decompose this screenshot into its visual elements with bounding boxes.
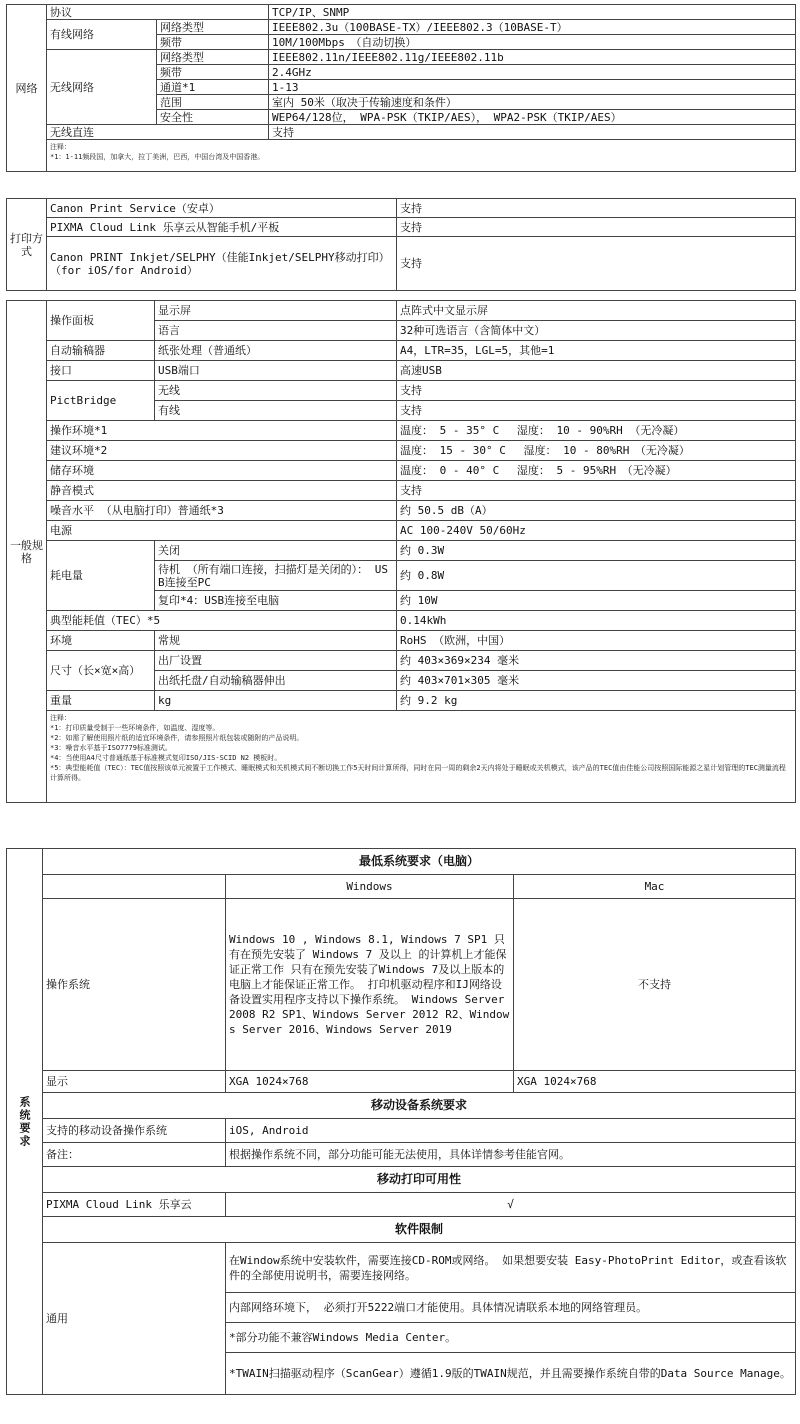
wired-type-value: IEEE802.3u（100BASE-TX）/IEEE802.3（10BASE-T） (269, 20, 796, 35)
wireless-type-value: IEEE802.11n/IEEE802.11g/IEEE802.11b (269, 50, 796, 65)
power-label: 电源 (47, 521, 397, 541)
min-requirements-title: 最低系统要求（电脑） (43, 849, 796, 875)
general-section-label: 一般规格 (7, 301, 47, 803)
os-label: 操作系统 (43, 899, 226, 1071)
pictbridge-wireless-label: 无线 (155, 381, 397, 401)
tec-label: 典型能耗值（TEC）*5 (47, 611, 397, 631)
cloud-link-value: √ (226, 1193, 796, 1217)
wireless-channel-label: 通道*1 (157, 80, 269, 95)
mobile-requirements-title: 移动设备系统要求 (43, 1093, 796, 1119)
col-windows-header: Windows (226, 875, 514, 899)
protocol-label: 协议 (47, 5, 269, 20)
software-item-3: *部分功能不兼容Windows Media Center。 (226, 1323, 796, 1353)
env-store-value: 温度： 0 - 40° C 湿度： 5 - 95%RH （无冷凝） (397, 461, 796, 481)
power-value: AC 100-240V 50/60Hz (397, 521, 796, 541)
wireless-security-value: WEP64/128位， WPA-PSK（TKIP/AES）， WPA2-PSK（TKIP/AES） (269, 110, 796, 125)
panel-lang-label: 语言 (155, 321, 397, 341)
general-note-5: *5：典型能耗值（TEC）：TEC值按照该单元被置于工作模式、睡眠模式和关机模式间不断切换工作5天时间计算所得，同时在同一周的剩余2天内将处于睡眠或关机模式，该产品的TEC值由佳能公司按照国际能源之星计划管理的TEC测量流程计算所得。 (50, 764, 786, 782)
system-section-label: 系统要求 (7, 849, 43, 1395)
wireless-type-label: 网络类型 (157, 50, 269, 65)
noise-value: 约 50.5 dB（A） (397, 501, 796, 521)
protocol-value: TCP/IP、SNMP (269, 5, 796, 20)
print-table (6, 198, 796, 291)
consumption-off-value: 约 0.3W (397, 541, 796, 561)
software-limits-title: 软件限制 (43, 1217, 796, 1243)
environment-sub: 常规 (155, 631, 397, 651)
pictbridge-wireless-value: 支持 (397, 381, 796, 401)
general-table (6, 300, 796, 803)
print-row-3-label: Canon PRINT Inkjet/SELPHY（佳能Inkjet/SELPHY移动打印）（for iOS/for Android） (47, 237, 397, 291)
network-note-1: *1：1-11频段国，加拿大，拉丁美洲，巴西，中国台湾及中国香港。 (50, 153, 265, 161)
general-note-2: *2：如需了解使用照片纸的适宜环境条件，请参照照片纸包装或随附的产品说明。 (50, 734, 304, 742)
os-header-blank (43, 875, 226, 899)
weight-value: 约 9.2 kg (397, 691, 796, 711)
print-row-3-value: 支持 (397, 237, 796, 291)
size-label: 尺寸（长×宽×高） (47, 651, 155, 691)
adf-label: 自动输稿器 (47, 341, 155, 361)
general-note-1: *1：打印质量受制于一些环境条件，如温度、湿度等。 (50, 724, 220, 732)
env-store-label: 储存环境 (47, 461, 397, 481)
wireless-band-value: 2.4GHz (269, 65, 796, 80)
weight-sub: kg (155, 691, 397, 711)
os-windows-value: Windows 10 , Windows 8.1, Windows 7 SP1 只有在预先安装了 Windows 7 及以上 的计算机上才能保证正常工作 只有在预先安装了Windows 7及以上版本的电脑上才能保证正常工作。 打印机驱动程序和IJ网络设备设置实用程序支持以下操作系统。 Windows Server 2008 R2 SP1、Windows Server 2012 R2、Windows Server 2016、Windows Server 2019 (226, 899, 514, 1071)
print-section-label: 打印方式 (7, 199, 47, 291)
panel-lang-value: 32种可选语言（含简体中文） (397, 321, 796, 341)
mobile-os-value: iOS, Android (226, 1119, 796, 1143)
consumption-standby-label: 待机 （所有端口连接，扫描灯是关闭的）： USB连接至PC (155, 561, 397, 591)
wired-band-value: 10M/100Mbps （自动切换） (269, 35, 796, 50)
panel-display-label: 显示屏 (155, 301, 397, 321)
cloud-link-label: PIXMA Cloud Link 乐享云 (43, 1193, 226, 1217)
size-extended-value: 约 403×701×305 毫米 (397, 671, 796, 691)
network-table (6, 4, 796, 172)
environment-value: RoHS （欧洲，中国） (397, 631, 796, 651)
adf-sub: 纸张处理（普通纸） (155, 341, 397, 361)
software-item-4: *TWAIN扫描驱动程序（ScanGear）遵循1.9版的TWAIN规范，并且需要操作系统自带的Data Source Manage。 (226, 1353, 796, 1395)
mobile-os-label: 支持的移动设备操作系统 (43, 1119, 226, 1143)
consumption-label: 耗电量 (47, 541, 155, 611)
tec-value: 0.14kWh (397, 611, 796, 631)
mobile-print-title: 移动打印可用性 (43, 1167, 796, 1193)
wireless-band-label: 频带 (157, 65, 269, 80)
wireless-security-label: 安全性 (157, 110, 269, 125)
size-factory-label: 出厂设置 (155, 651, 397, 671)
network-section-label: 网络 (7, 5, 47, 172)
software-item-1: 在Window系统中安装软件，需要连接CD-ROM或网络。 如果想要安装 Easy-PhotoPrint Editor，或查看该软件的全部使用说明书，需要连接网络。 (226, 1243, 796, 1293)
adf-value: A4，LTR=35，LGL=5，其他=1 (397, 341, 796, 361)
wired-type-label: 网络类型 (157, 20, 269, 35)
quiet-label: 静音模式 (47, 481, 397, 501)
general-note-4: *4：当使用A4尺寸普通纸基于标准模式复印ISO/JIS-SCID N2 模板时。 (50, 754, 282, 762)
general-notes (47, 711, 796, 803)
general-notes-title: 注释： (50, 714, 71, 722)
remark-value: 根据操作系统不同，部分功能可能无法使用，具体详情参考佳能官网。 (226, 1143, 796, 1167)
print-row-1-value: 支持 (397, 199, 796, 218)
wired-band-label: 频带 (157, 35, 269, 50)
wireless-label: 无线网络 (47, 50, 157, 125)
pictbridge-wired-value: 支持 (397, 401, 796, 421)
general-note-3: *3：噪音水平基于ISO7779标准测试。 (50, 744, 172, 752)
direct-value: 支持 (269, 125, 796, 140)
iface-label: 接口 (47, 361, 155, 381)
print-row-2-label: PIXMA Cloud Link 乐享云从智能手机/平板 (47, 218, 397, 237)
pictbridge-wired-label: 有线 (155, 401, 397, 421)
env-rec-value: 温度： 15 - 30° C 湿度： 10 - 80%RH （无冷凝） (397, 441, 796, 461)
consumption-copy-label: 复印*4：USB连接至电脑 (155, 591, 397, 611)
quiet-value: 支持 (397, 481, 796, 501)
display-mac-value: XGA 1024×768 (514, 1071, 796, 1093)
wired-label: 有线网络 (47, 20, 157, 50)
wireless-range-value: 室内 50米（取决于传输速度和条件） (269, 95, 796, 110)
size-factory-value: 约 403×369×234 毫米 (397, 651, 796, 671)
direct-label: 无线直连 (47, 125, 269, 140)
remark-label: 备注： (43, 1143, 226, 1167)
consumption-standby-value: 约 0.8W (397, 561, 796, 591)
network-notes (47, 140, 796, 172)
weight-label: 重量 (47, 691, 155, 711)
env-rec-label: 建议环境*2 (47, 441, 397, 461)
system-table (6, 848, 796, 1395)
pictbridge-label: PictBridge (47, 381, 155, 421)
os-mac-value: 不支持 (514, 899, 796, 1071)
size-extended-label: 出纸托盘/自动输稿器伸出 (155, 671, 397, 691)
panel-display-value: 点阵式中文显示屏 (397, 301, 796, 321)
iface-value: 高速USB (397, 361, 796, 381)
panel-label: 操作面板 (47, 301, 155, 341)
wireless-range-label: 范围 (157, 95, 269, 110)
consumption-off-label: 关闭 (155, 541, 397, 561)
print-row-2-value: 支持 (397, 218, 796, 237)
print-row-1-label: Canon Print Service（安卓） (47, 199, 397, 218)
consumption-copy-value: 约 10W (397, 591, 796, 611)
general-usage-label: 通用 (43, 1243, 226, 1395)
environment-label: 环境 (47, 631, 155, 651)
noise-label: 噪音水平 （从电脑打印）普通纸*3 (47, 501, 397, 521)
wireless-channel-value: 1-13 (269, 80, 796, 95)
env-op-value: 温度： 5 - 35° C 湿度： 10 - 90%RH （无冷凝） (397, 421, 796, 441)
display-label: 显示 (43, 1071, 226, 1093)
software-item-2: 内部网络环境下， 必须打开5222端口才能使用。具体情况请联系本地的网络管理员。 (226, 1293, 796, 1323)
iface-sub: USB端口 (155, 361, 397, 381)
display-windows-value: XGA 1024×768 (226, 1071, 514, 1093)
env-op-label: 操作环境*1 (47, 421, 397, 441)
network-notes-title: 注释： (50, 143, 71, 151)
col-mac-header: Mac (514, 875, 796, 899)
